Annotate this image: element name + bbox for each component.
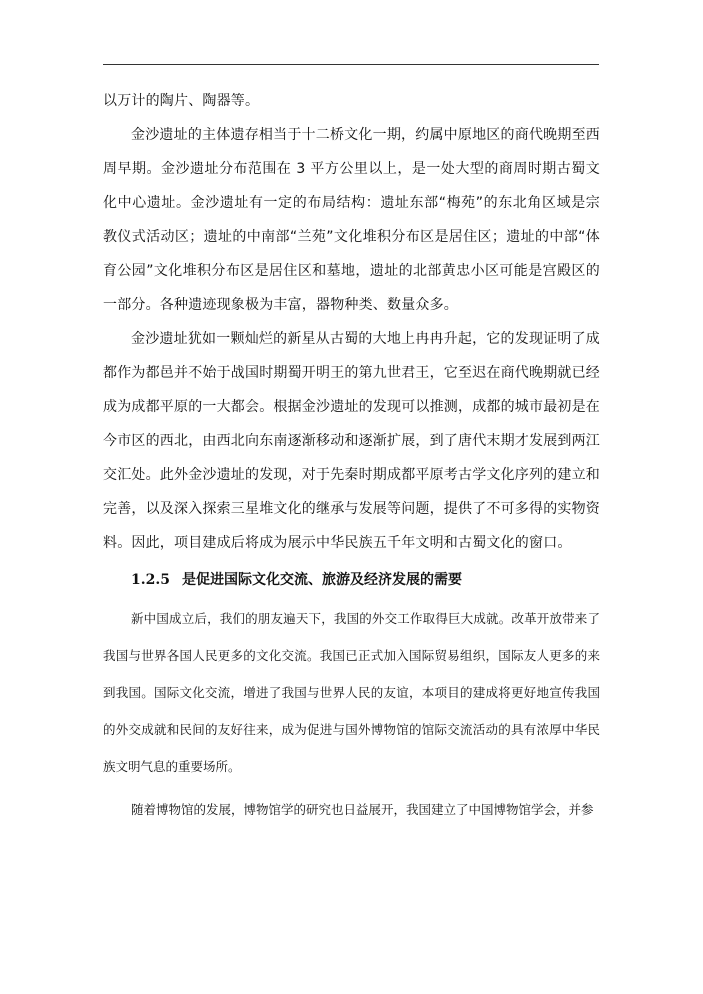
- paragraph-jinsha-structure: 金沙遗址的主体遗存相当于十二桥文化一期，约属中原地区的商代晚期至西周早期。金沙遗址分布范围在 3 平方公里以上，是一处大型的商周时期古蜀文化中心遗址。金沙遗址有一定的布局结构：遗址东部“梅苑”的东北角区域是宗教仪式活动区；遗址的中南部“兰苑”文化堆积分布区是居住区；遗址的中部“体育公园”文化堆积分布区是居住区和墓地，遗址的北部黄忠小区可能是宫殿区的一部分。各种遗迹现象极为丰富，器物种类、数量众多。: [103, 127, 600, 313]
- paragraph-jinsha-significance: 金沙遗址犹如一颗灿烂的新星从古蜀的大地上冉冉升起，它的发现证明了成都作为都邑并不始于战国时期蜀开明王的第九世君王，它至迟在商代晚期就已经成为成都平原的一大都会。根据金沙遗址的发现可以推测，成都的城市最初是在今市区的西北，由西北向东南逐渐移动和逐渐扩展，到了唐代末期才发展到两江交汇处。此外金沙遗址的发现，对于先秦时期成都平原考古学文化序列的建立和完善，以及深入探索三星堆文化的继承与发展等问题，提供了不可多得的实物资料。因此，项目建成后将成为展示中华民族五千年文明和古蜀文化的窗口。: [103, 331, 600, 551]
- section-number: 1.2.5: [131, 572, 170, 588]
- section-title: 是促进国际文化交流、旅游及经济发展的需要: [181, 572, 462, 588]
- paragraph-museum-development: 随着博物馆的发展，博物馆学的研究也日益展开，我国建立了中国博物馆学会，并参: [131, 802, 594, 817]
- document-body: [103, 84, 600, 828]
- header-rule: [103, 64, 599, 65]
- section-heading: [131, 560, 600, 600]
- paragraph-international-exchange: 新中国成立后，我们的朋友遍天下，我国的外交工作取得巨大成就。改革开放带来了我国与世界各国人民更多的文化交流。我国已正式加入国际贸易组织，国际友人更多的来到我国。国际文化交流，增进了我国与世界人民的友谊，本项目的建成将更好地宣传我国的外交成就和民间的友好往来，成为促进与国外博物馆的馆际交流活动的具有浓厚中华民族文明气息的重要场所。: [103, 611, 600, 774]
- paragraph-continuation: 以万计的陶片、陶器等。: [103, 93, 260, 109]
